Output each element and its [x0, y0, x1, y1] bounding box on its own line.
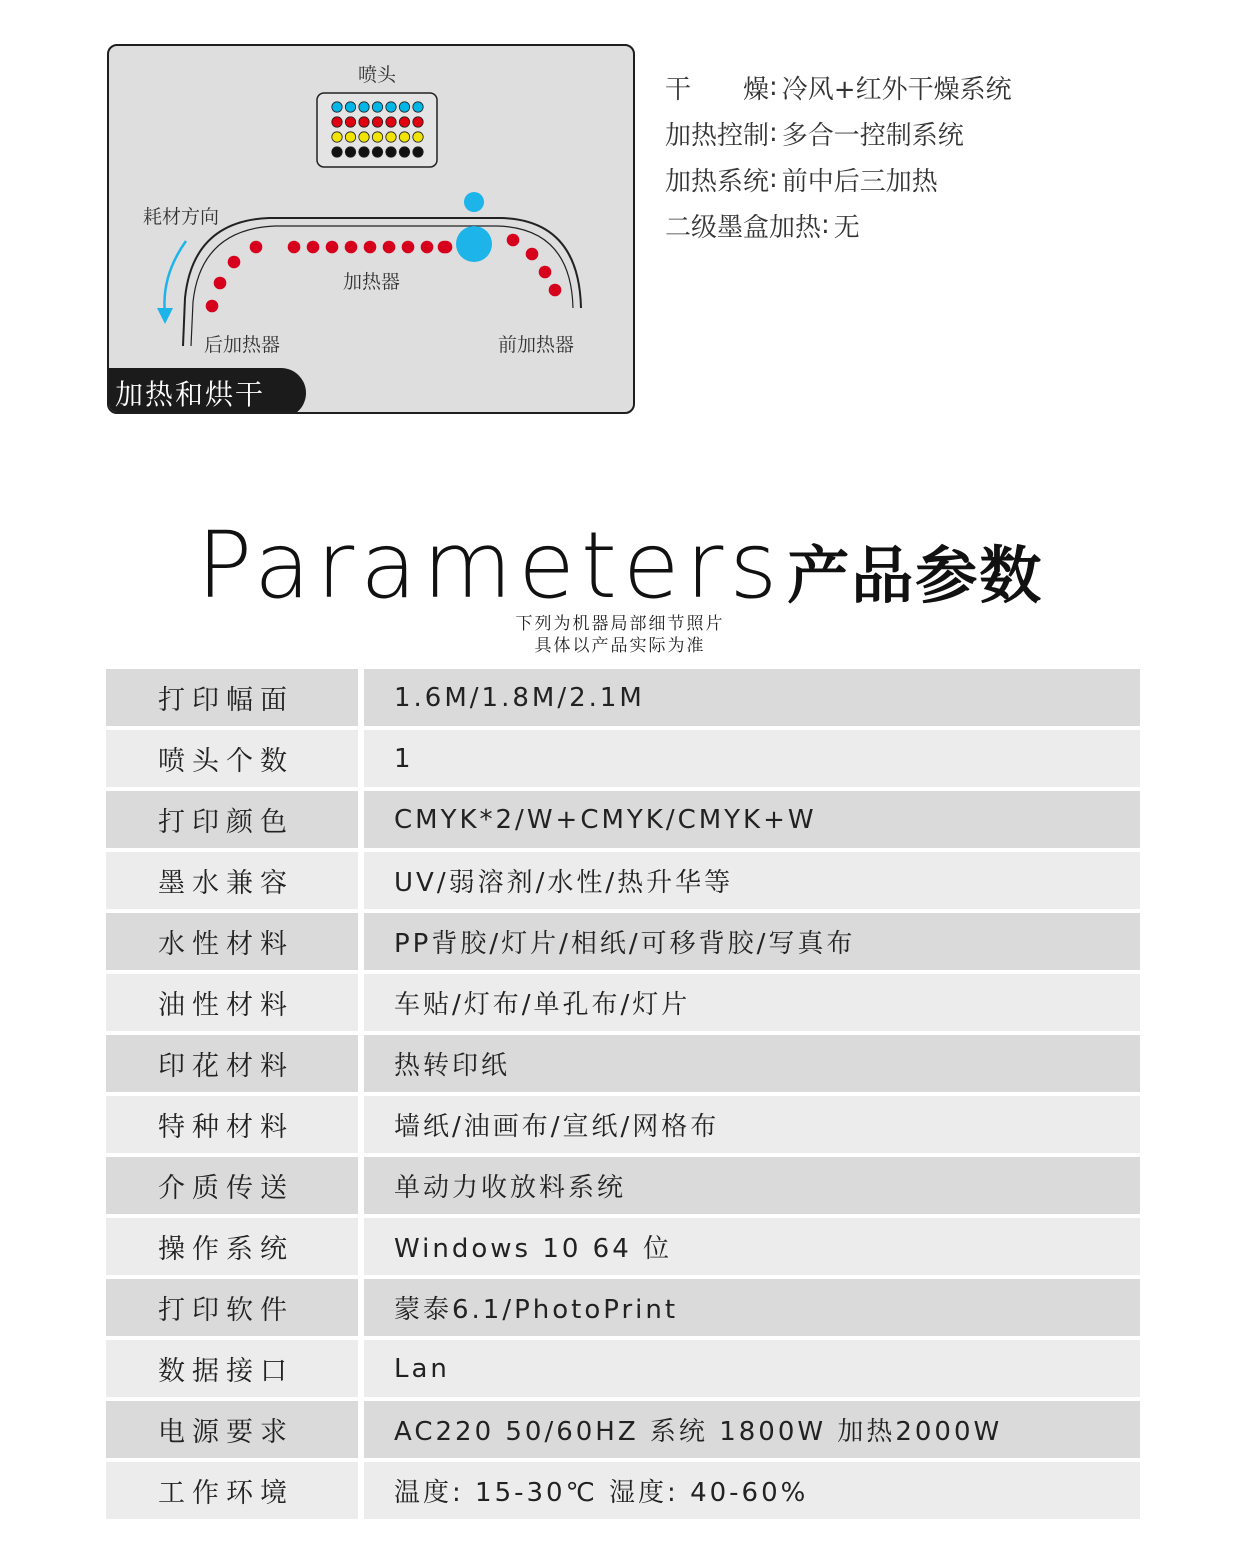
param-key: 水性材料	[106, 913, 358, 970]
table-row	[106, 913, 1140, 970]
param-value: 热转印纸	[364, 1035, 1140, 1092]
table-row	[106, 1462, 1140, 1519]
param-key: 喷头个数	[106, 730, 358, 787]
parameter-table	[106, 669, 1140, 1523]
param-value: UV/弱溶剂/水性/热升华等	[364, 852, 1140, 909]
nozzle-dot	[359, 102, 369, 112]
heater-dot	[421, 241, 434, 254]
heater-dot	[326, 241, 339, 254]
param-value: 车贴/灯布/单孔布/灯片	[364, 974, 1140, 1031]
heading-english: Parameters	[196, 512, 784, 619]
param-value: 1.6M/1.8M/2.1M	[364, 669, 1140, 726]
table-row	[106, 1157, 1140, 1214]
heater-dot	[345, 241, 358, 254]
nozzle-dot	[345, 132, 355, 142]
table-row	[106, 1035, 1140, 1092]
heater-dot	[288, 241, 301, 254]
print-head-small-circle	[464, 192, 484, 212]
nozzle-dot	[386, 117, 396, 127]
heater-dot	[539, 266, 552, 279]
direction-arrow-line	[164, 241, 186, 314]
param-key: 电源要求	[106, 1401, 358, 1458]
nozzle-dot	[399, 132, 409, 142]
nozzle-dot	[372, 132, 382, 142]
table-row	[106, 791, 1140, 848]
spec-key: 加热控制	[665, 120, 770, 151]
spec-separator: :	[821, 210, 830, 240]
table-row	[106, 1340, 1140, 1397]
heating-spec-list	[665, 64, 1012, 248]
nozzle-dot	[345, 117, 355, 127]
spec-value: 多合一控制系统	[781, 120, 964, 151]
heater-dot	[526, 248, 539, 261]
nozzle-dot	[372, 117, 382, 127]
param-value: CMYK*2/W+CMYK/CMYK+W	[364, 791, 1140, 848]
table-row	[106, 730, 1140, 787]
spec-heating-control	[665, 110, 1012, 156]
heating-drying-badge: 加热和烘干	[107, 368, 306, 414]
nozzle-title: 喷头	[358, 64, 397, 86]
nozzle-dot	[413, 132, 423, 142]
param-value: 温度: 15-30℃ 湿度: 40-60%	[364, 1462, 1140, 1519]
nozzle-dot	[386, 102, 396, 112]
nozzle-dot	[332, 147, 342, 157]
heading-subtitle-1: 下列为机器局部细节照片	[515, 614, 725, 634]
nozzle-dot	[332, 117, 342, 127]
nozzle-dot	[359, 117, 369, 127]
table-row	[106, 1401, 1140, 1458]
param-key: 墨水兼容	[106, 852, 358, 909]
direction-arrow-head	[157, 308, 173, 324]
heater-dot	[364, 241, 377, 254]
param-key: 数据接口	[106, 1340, 358, 1397]
param-value: PP背胶/灯片/相纸/可移背胶/写真布	[364, 913, 1140, 970]
nozzle-dot	[399, 147, 409, 157]
nozzle-dot	[386, 132, 396, 142]
param-key: 油性材料	[106, 974, 358, 1031]
spec-key: 干 燥	[665, 74, 770, 105]
heading-chinese: 产品参数	[787, 539, 1044, 612]
heater-dot	[307, 241, 320, 254]
spec-separator: :	[769, 164, 778, 194]
table-row	[106, 1218, 1140, 1275]
param-value: 1	[364, 730, 1140, 787]
nozzle-dot	[399, 102, 409, 112]
param-key: 打印颜色	[106, 791, 358, 848]
nozzle-dot	[332, 102, 342, 112]
nozzle-dot	[413, 102, 423, 112]
front-heater-label: 前加热器	[498, 334, 575, 356]
spec-value: 冷风+红外干燥系统	[781, 74, 1012, 105]
nozzle-dot	[332, 132, 342, 142]
spec-key: 二级墨盒加热	[665, 212, 822, 243]
heater-dot	[402, 241, 415, 254]
heating-drying-diagram	[107, 44, 635, 414]
nozzle-dot	[399, 117, 409, 127]
nozzle-dot	[372, 147, 382, 157]
rear-heater-label: 后加热器	[204, 334, 281, 356]
table-row	[106, 669, 1140, 726]
nozzle-dot	[372, 102, 382, 112]
spec-value: 前中后三加热	[781, 166, 938, 197]
param-value: 墙纸/油画布/宣纸/网格布	[364, 1096, 1140, 1153]
param-key: 工作环境	[106, 1462, 358, 1519]
param-key: 操作系统	[106, 1218, 358, 1275]
param-value: Lan	[364, 1340, 1140, 1397]
heater-dot	[214, 277, 227, 290]
spec-drying	[665, 64, 1012, 110]
param-key: 介质传送	[106, 1157, 358, 1214]
param-key: 印花材料	[106, 1035, 358, 1092]
spec-cartridge-heating	[665, 202, 1012, 248]
table-row	[106, 852, 1140, 909]
nozzle-dot	[359, 132, 369, 142]
param-value: 蒙泰6.1/PhotoPrint	[364, 1279, 1140, 1336]
nozzle-dot	[345, 102, 355, 112]
media-direction-label: 耗材方向	[143, 206, 220, 228]
table-row	[106, 974, 1140, 1031]
spec-key: 加热系统	[665, 166, 770, 197]
heater-dot	[228, 256, 241, 269]
heater-dot	[383, 241, 396, 254]
heater-dot	[549, 284, 562, 297]
table-row	[106, 1279, 1140, 1336]
heater-dot	[438, 241, 451, 254]
nozzle-dot	[359, 147, 369, 157]
heater-dot	[250, 241, 263, 254]
heater-label: 加热器	[343, 271, 401, 293]
nozzle-dot	[413, 117, 423, 127]
spec-separator: :	[769, 72, 778, 102]
nozzle-dot	[413, 147, 423, 157]
print-head-large-circle	[456, 226, 492, 262]
parameters-heading	[0, 512, 1240, 619]
heater-dot	[206, 300, 219, 313]
spec-heating-system	[665, 156, 1012, 202]
param-key: 特种材料	[106, 1096, 358, 1153]
nozzle-dot	[386, 147, 396, 157]
nozzle-dot	[345, 147, 355, 157]
param-value: AC220 50/60HZ 系统 1800W 加热2000W	[364, 1401, 1140, 1458]
diagram-graphic	[109, 46, 635, 414]
param-key: 打印软件	[106, 1279, 358, 1336]
table-row	[106, 1096, 1140, 1153]
spec-separator: :	[769, 118, 778, 148]
param-value: 单动力收放料系统	[364, 1157, 1140, 1214]
spec-value: 无	[833, 212, 860, 243]
heater-dot	[507, 234, 520, 247]
param-key: 打印幅面	[106, 669, 358, 726]
heading-subtitle-2: 具体以产品实际为准	[534, 636, 706, 656]
param-value: Windows 10 64 位	[364, 1218, 1140, 1275]
